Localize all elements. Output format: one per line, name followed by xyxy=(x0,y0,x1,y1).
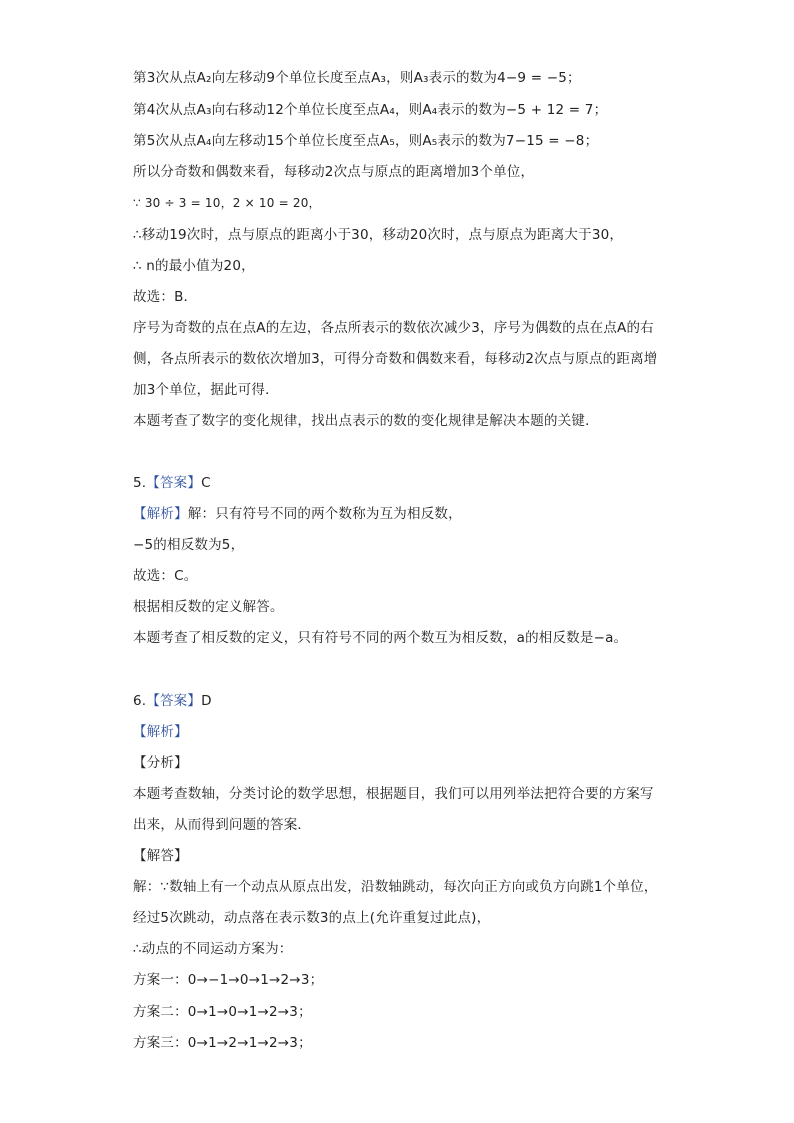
q6-fenxi-label: 【分析】 xyxy=(133,755,188,771)
text-line: 故选：B． xyxy=(133,289,198,305)
q5-analysis-text: 解：只有符号不同的两个数称为互为相反数， xyxy=(187,506,462,522)
text-line: 第4次从点A₃向右移动12个单位长度至点A₄，则A₄表示的数为−5 + 12 = 7； xyxy=(133,102,608,118)
q5-answer: C xyxy=(201,475,211,491)
text-line: 本题考查数轴，分类讨论的数学思想，根据题目，我们可以用列举法把符合要的方案写 xyxy=(133,786,654,802)
text-line: 本题考查了数字的变化规律，找出点表示的数的变化规律是解决本题的关键． xyxy=(133,413,599,429)
text-line: 方案二：0→1→0→1→2→3； xyxy=(133,1004,312,1020)
text-line: 经过5次跳动，动点落在表示数3的点上(允许重复过此点)， xyxy=(133,910,491,926)
text-line: 加3个单位，据此可得． xyxy=(133,382,279,398)
text-line: ∴ n的最小值为20， xyxy=(133,258,255,274)
text-line: ∵ 30 ÷ 3 = 10，2 × 10 = 20， xyxy=(133,196,321,210)
q6-answer-label: 【答案】 xyxy=(146,693,202,709)
q6-answer: D xyxy=(201,693,212,709)
text-line: 方案三：0→1→2→1→2→3； xyxy=(133,1035,312,1051)
text-line: 序号为奇数的点在点A的左边，各点所表示的数依次减少3，序号为偶数的点在点A的右 xyxy=(133,320,654,336)
q6-jieda-label: 【解答】 xyxy=(133,848,188,864)
q6-answer-line xyxy=(133,691,212,711)
q6-number: 6. xyxy=(133,693,147,709)
text-line: 本题考查了相反数的定义，只有符号不同的两个数互为相反数，a的相反数是−a。 xyxy=(133,630,628,646)
text-line: 所以分奇数和偶数来看，每移动2次点与原点的距离增加3个单位， xyxy=(133,164,535,180)
q5-analysis-label: 【解析】 xyxy=(133,506,188,522)
text-line: 第3次从点A₂向左移动9个单位长度至点A₃，则A₃表示的数为4−9 = −5； xyxy=(133,70,581,86)
text-line: 方案一：0→−1→0→1→2→3； xyxy=(133,972,324,988)
text-line: 第5次从点A₄向左移动15个单位长度至点A₅，则A₅表示的数为7−15 = −8； xyxy=(133,133,599,149)
q5-number: 5. xyxy=(133,475,147,491)
text-line: ∴移动19次时，点与原点的距离小于30，移动20次时，点与原点为距离大于30， xyxy=(133,227,624,243)
q5-analysis-line xyxy=(133,504,462,524)
text-line: 出来，从而得到问题的答案． xyxy=(133,817,312,833)
q5-answer-label: 【答案】 xyxy=(146,475,202,491)
text-line: 故选：C。 xyxy=(133,568,198,584)
text-line: 根据相反数的定义解答。 xyxy=(133,599,284,615)
text-line: −5的相反数为5， xyxy=(133,537,245,553)
q6-analysis-label: 【解析】 xyxy=(133,724,188,740)
q5-answer-line xyxy=(133,473,211,493)
text-line: ∴动点的不同运动方案为： xyxy=(133,941,293,957)
text-line: 解：∵数轴上有一个动点从原点出发，沿数轴跳动，每次向正方向或负方向跳1个单位， xyxy=(133,879,658,895)
text-line: 侧，各点所表示的数依次增加3，可得分奇数和偶数来看，每移动2次点与原点的距离增 xyxy=(133,351,658,367)
